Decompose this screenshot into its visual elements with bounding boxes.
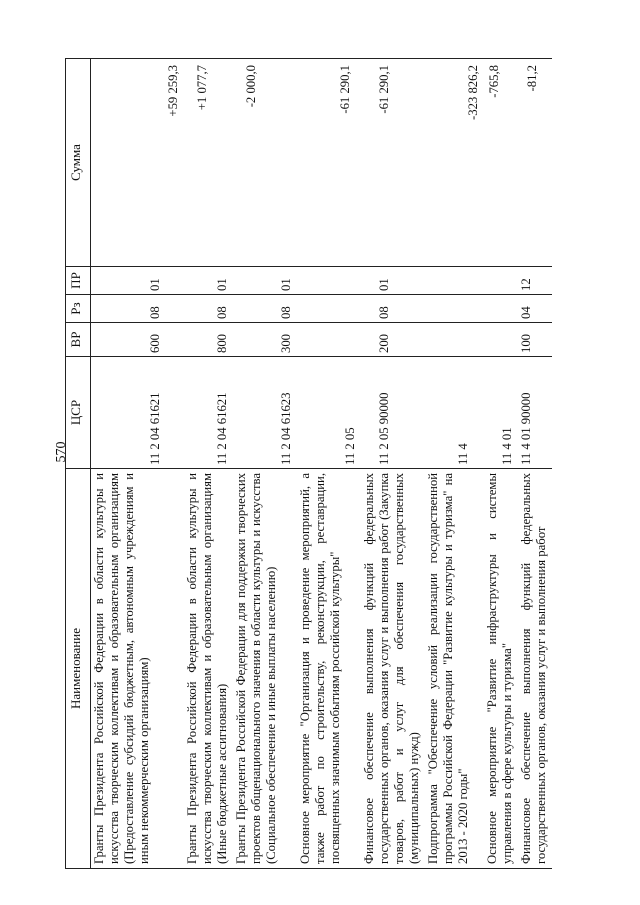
- table-row: [91, 59, 184, 869]
- row-sum: -323 826,2: [425, 59, 484, 267]
- row-sum: -2 000,0: [233, 59, 297, 267]
- row-csr: 11 4 01: [484, 357, 518, 469]
- row-vr: [484, 323, 518, 357]
- row-rz: 04: [518, 295, 552, 323]
- table-row: [361, 59, 425, 869]
- table-row: [518, 59, 552, 869]
- row-rz: 08: [184, 295, 233, 323]
- row-csr: 11 2 04 61621: [184, 357, 233, 469]
- row-rz: [425, 295, 484, 323]
- table-row: [233, 59, 297, 869]
- budget-table: [65, 58, 552, 869]
- row-vr: 600: [91, 323, 184, 357]
- row-csr: 11 4 01 90000: [518, 357, 552, 469]
- row-name: Финансовое обеспечение выполнения функций федеральных государственных органов, оказания услуг и выполнения работ: [518, 469, 552, 869]
- header-pr: ПР: [66, 267, 91, 295]
- row-sum: -61 290,1: [361, 59, 425, 267]
- table-row: [425, 59, 484, 869]
- table-row: [297, 59, 361, 869]
- row-pr: [425, 267, 484, 295]
- row-pr: 12: [518, 267, 552, 295]
- row-sum: -81,2: [518, 59, 552, 267]
- header-rz: Рз: [66, 295, 91, 323]
- header-name: Наименование: [66, 469, 91, 869]
- row-rz: [484, 295, 518, 323]
- row-name: Основное мероприятие "Развитие инфраструктуры и системы управления в сфере культуры и туризма": [484, 469, 518, 869]
- row-pr: 01: [233, 267, 297, 295]
- row-rz: 08: [233, 295, 297, 323]
- row-csr: 11 2 05: [297, 357, 361, 469]
- row-pr: [484, 267, 518, 295]
- table-header-row: [66, 59, 91, 869]
- row-vr: 100: [518, 323, 552, 357]
- row-vr: [425, 323, 484, 357]
- row-csr: 11 2 04 61621: [91, 357, 184, 469]
- row-rz: 08: [91, 295, 184, 323]
- row-sum: +1 077,7: [184, 59, 233, 267]
- row-name: Подпрограмма "Обеспечение условий реализации государственной программы Российской Федерации "Развитие культуры и туризма" на 2013 - 2020 годы": [425, 469, 484, 869]
- row-csr: 11 2 05 90000: [361, 357, 425, 469]
- row-vr: 200: [361, 323, 425, 357]
- header-csr: ЦСР: [66, 357, 91, 469]
- header-sum: Сумма: [66, 59, 91, 267]
- row-rz: 08: [361, 295, 425, 323]
- row-csr: 11 2 04 61623: [233, 357, 297, 469]
- row-name: Гранты Президента Российской Федерации для поддержки творческих проектов общенационального значения в области культуры и искусства (Социальное обеспечение и иные выплаты населению): [233, 469, 297, 869]
- row-vr: [297, 323, 361, 357]
- rotated-page-content: [65, 59, 595, 869]
- row-name: Финансовое обеспечение выполнения функций федеральных государственных органов, оказания услуг и выполнения работ (Закупка товаров, работ и услуг для обеспечения государственных (муниципальных) нужд): [361, 469, 425, 869]
- row-rz: [297, 295, 361, 323]
- row-sum: -765,8: [484, 59, 518, 267]
- row-sum: +59 259,3: [91, 59, 184, 267]
- row-pr: 01: [361, 267, 425, 295]
- table-row: [184, 59, 233, 869]
- row-vr: 800: [184, 323, 233, 357]
- row-name: Гранты Президента Российской Федерации в области культуры и искусства творческим коллективам и образовательным организациям (Иные бюджетные ассигнования): [184, 469, 233, 869]
- row-pr: 01: [184, 267, 233, 295]
- row-vr: 300: [233, 323, 297, 357]
- row-pr: 01: [91, 267, 184, 295]
- row-sum: -61 290,1: [297, 59, 361, 267]
- row-csr: 11 4: [425, 357, 484, 469]
- row-name: Основное мероприятие "Организация и проведение мероприятий, а также работ по строительству, реконструкции, реставрации, посвященных значимым событиям российской культуры": [297, 469, 361, 869]
- row-pr: [297, 267, 361, 295]
- row-name: Гранты Президента Российской Федерации в области культуры и искусства творческим коллективам и образовательным организациям (Предоставление субсидий бюджетным, автономным учреждениям и иным некоммерческим организациям): [91, 469, 184, 869]
- page-number: 570: [54, 441, 69, 463]
- header-vr: ВР: [66, 323, 91, 357]
- table-row: [484, 59, 518, 869]
